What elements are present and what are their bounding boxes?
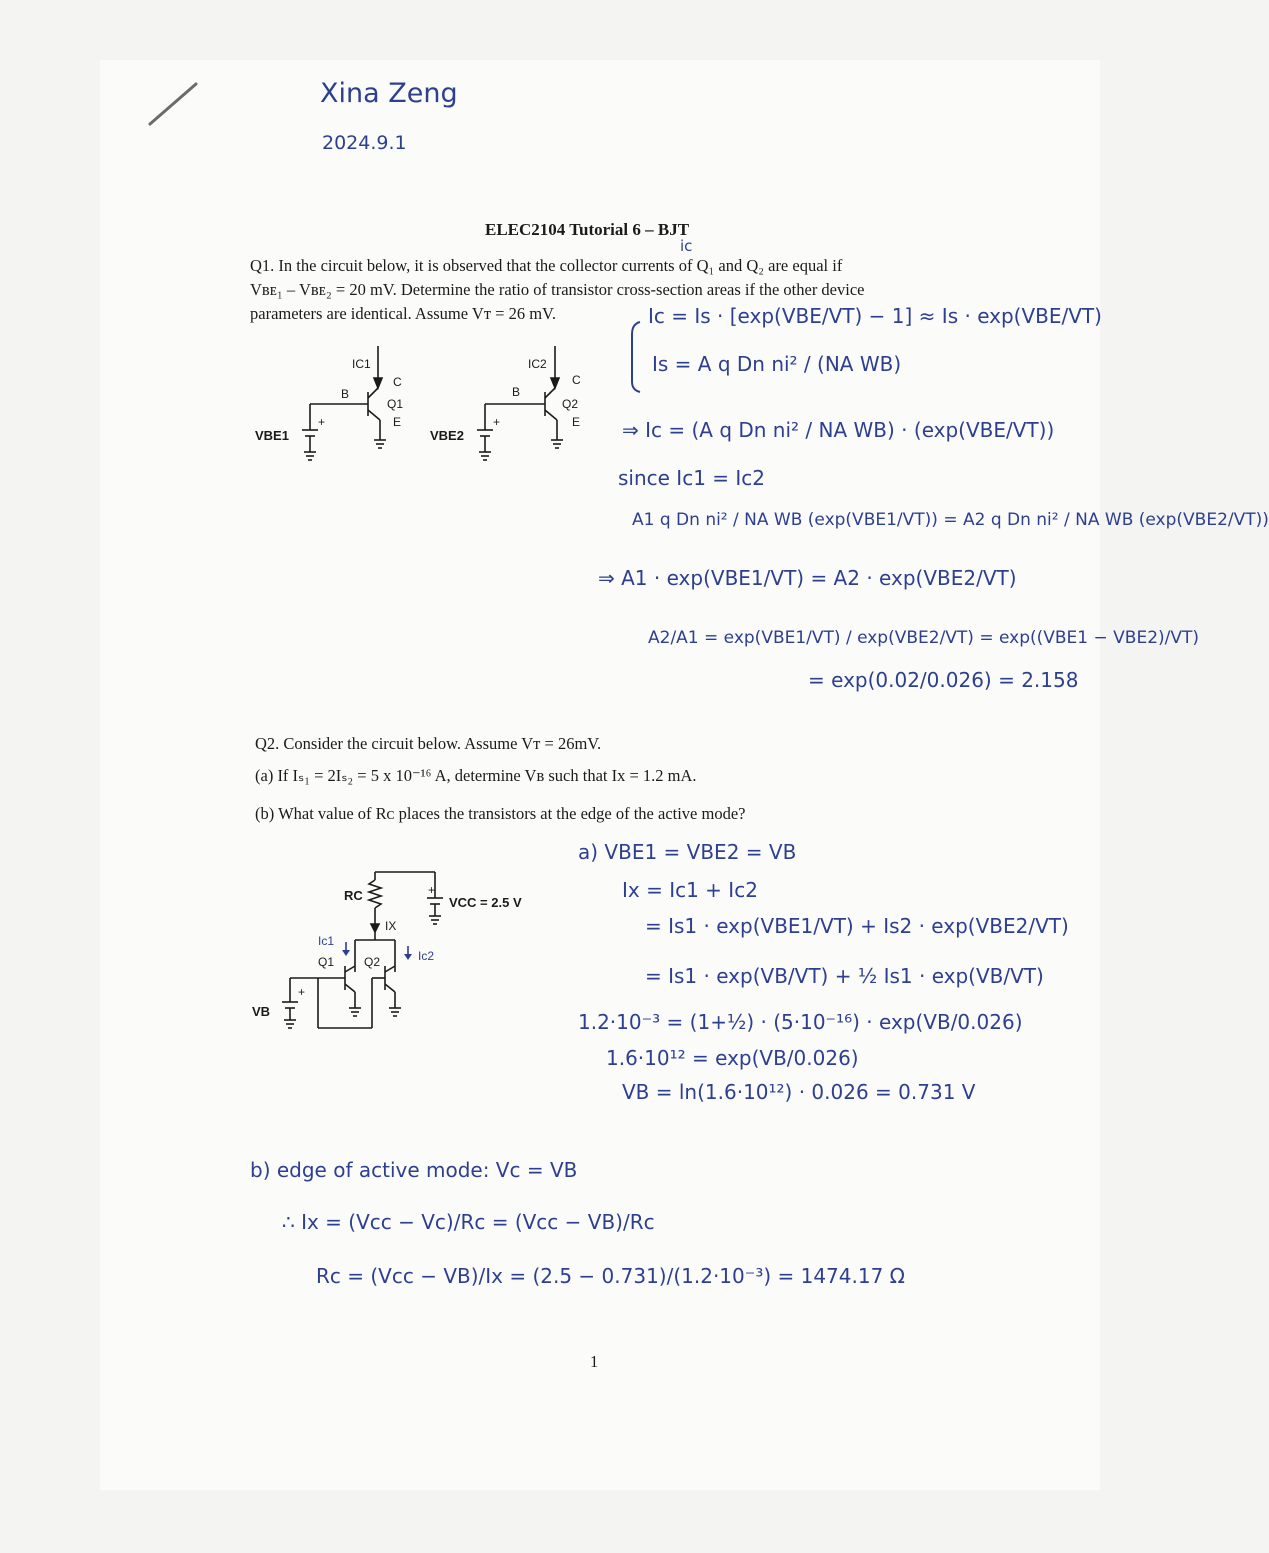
q1-solution-line-1: Ic = Is · [exp(VBE/VT) − 1] ≈ Is · exp(VBE/VT) — [648, 304, 1102, 328]
q2a-solution-line-2: Ix = Ic1 + Ic2 — [622, 878, 758, 902]
q1-solution-line-5: A1 q Dn ni² / NA WB (exp(VBE1/VT)) = A2 q Dn ni² / NA WB (exp(VBE2/VT)) — [632, 510, 1269, 530]
q2-q2-label: Q2 — [364, 955, 381, 969]
q2a-solution-line-7: VB = ln(1.6·10¹²) · 0.026 = 0.731 V — [622, 1080, 976, 1104]
q2-ic2-label: Ic2 — [418, 949, 435, 963]
q1-ic2-label: IC2 — [528, 357, 547, 371]
q2b-solution-line-3: Rc = (Vcc − VB)/Ix = (2.5 − 0.731)/(1.2·10⁻³) = 1474.17 Ω — [316, 1264, 905, 1288]
q1-solution-line-6: ⇒ A1 · exp(VBE1/VT) = A2 · exp(VBE2/VT) — [598, 566, 1017, 590]
page-number: 1 — [590, 1352, 599, 1371]
q1-c2-label: C — [572, 373, 581, 387]
q2-plus-vb-label: + — [298, 985, 306, 999]
q1-e2-label: E — [572, 415, 581, 429]
q1-plus1-label: + — [318, 415, 326, 429]
q1-b2-label: B — [512, 385, 521, 399]
q1-solution-line-7: A2/A1 = exp(VBE1/VT) / exp(VBE2/VT) = exp((VBE1 − VBE2)/VT) — [648, 628, 1200, 648]
q2a-solution-line-4: = Is1 · exp(VB/VT) + ½ Is1 · exp(VB/VT) — [645, 964, 1044, 988]
q2-line3: (b) What value of Rᴄ places the transistors at the edge of the active mode? — [255, 804, 746, 823]
q1-ic1-label: IC1 — [352, 357, 371, 371]
q2a-solution-line-1: a) VBE1 = VBE2 = VB — [578, 840, 797, 864]
q1-line1: Q1. In the circuit below, it is observed that the collector currents of Q₁ and Q₂ are equal if — [250, 256, 843, 275]
q2b-solution-line-1: b) edge of active mode: Vc = VB — [250, 1158, 578, 1182]
q2a-solution-line-6: 1.6·10¹² = exp(VB/0.026) — [606, 1046, 859, 1070]
q1-note-ic: ic — [680, 237, 693, 255]
q1-line2: Vʙᴇ₁ – Vʙᴇ₂ = 20 mV. Determine the ratio of transistor cross-section areas if the other device — [250, 280, 865, 299]
date: 2024.9.1 — [322, 132, 407, 154]
q2-ix-label: IX — [385, 919, 397, 933]
q2a-solution-line-5: 1.2·10⁻³ = (1+½) · (5·10⁻¹⁶) · exp(VB/0.026) — [578, 1010, 1023, 1034]
page-title: ELEC2104 Tutorial 6 – BJT — [485, 220, 690, 239]
q1-b1-label: B — [341, 387, 350, 401]
q2a-solution-line-3: = Is1 · exp(VBE1/VT) + Is2 · exp(VBE2/VT) — [645, 914, 1069, 938]
q2-line2: (a) If Iₛ₁ = 2Iₛ₂ = 5 x 10⁻¹⁶ A, determine Vʙ such that Ix = 1.2 mA. — [255, 766, 697, 785]
q1-solution-line-3: ⇒ Ic = (A q Dn ni² / NA WB) · (exp(VBE/VT)) — [622, 418, 1055, 442]
q1-solution-line-2: Is = A q Dn ni² / (NA WB) — [652, 352, 902, 376]
q2-q1-label: Q1 — [318, 955, 335, 969]
student-name: Xina Zeng — [320, 78, 458, 109]
q1-plus2-label: + — [493, 415, 501, 429]
q2-vcc-label: VCC = 2.5 V — [449, 895, 522, 910]
q1-c1-label: C — [393, 375, 402, 389]
q2-ic1-label: Ic1 — [318, 934, 335, 948]
q1-q2-label: Q2 — [562, 397, 579, 411]
q1-e1-label: E — [393, 415, 402, 429]
q2-vb-label: VB — [252, 1004, 271, 1019]
q1-line3: parameters are identical. Assume Vᴛ = 26 mV. — [250, 304, 556, 323]
q1-solution-line-8: = exp(0.02/0.026) = 2.158 — [808, 668, 1079, 692]
q2-plus-vcc-label: + — [428, 883, 436, 897]
q1-vbe2-label: VBE2 — [430, 428, 464, 443]
q2b-solution-line-2: ∴ Ix = (Vcc − Vc)/Rc = (Vcc − VB)/Rc — [282, 1210, 655, 1234]
q2-rc-label: RC — [344, 888, 363, 903]
q1-vbe1-label: VBE1 — [255, 428, 289, 443]
q2-line1: Q2. Consider the circuit below. Assume Vᴛ = 26mV. — [255, 734, 602, 753]
q1-solution-line-4: since Ic1 = Ic2 — [618, 466, 766, 490]
q1-q1-label: Q1 — [387, 397, 404, 411]
